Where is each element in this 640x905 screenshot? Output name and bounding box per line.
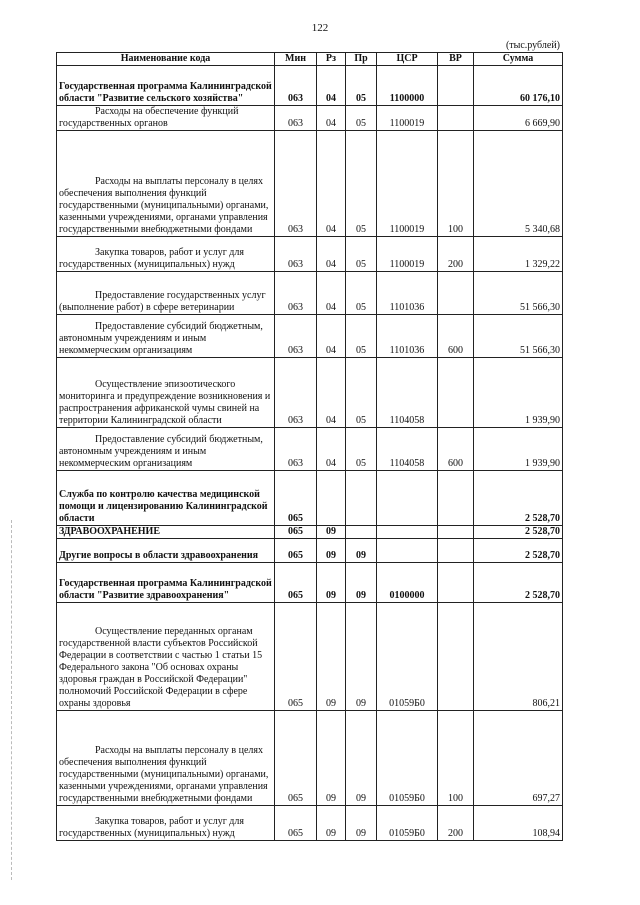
cell-rz: 04 [317, 131, 346, 237]
cell-vr: 600 [438, 315, 474, 358]
cell-sum: 1 939,90 [474, 428, 563, 471]
table-row [57, 471, 563, 526]
header-min: Мин [275, 53, 317, 66]
cell-csr: 1104058 [377, 358, 438, 428]
cell-min: 063 [275, 428, 317, 471]
cell-pr [346, 471, 377, 526]
cell-csr: 01059Б0 [377, 806, 438, 841]
cell-min: 063 [275, 237, 317, 272]
table-row [57, 131, 563, 237]
cell-vr: 100 [438, 711, 474, 806]
cell-vr [438, 358, 474, 428]
cell-csr: 0100000 [377, 563, 438, 603]
cell-rz: 09 [317, 806, 346, 841]
table-header-row [57, 53, 563, 66]
cell-min: 063 [275, 131, 317, 237]
cell-vr [438, 563, 474, 603]
cell-pr: 09 [346, 603, 377, 711]
header-csr: ЦСР [377, 53, 438, 66]
cell-csr: 01059Б0 [377, 603, 438, 711]
cell-csr: 1101036 [377, 272, 438, 315]
cell-rz: 04 [317, 272, 346, 315]
cell-rz: 04 [317, 237, 346, 272]
cell-name: Закупка товаров, работ и услуг для государственных (муниципальных) нужд [57, 806, 275, 841]
cell-csr: 01059Б0 [377, 711, 438, 806]
header-vr: ВР [438, 53, 474, 66]
cell-sum: 1 329,22 [474, 237, 563, 272]
cell-pr: 09 [346, 539, 377, 563]
cell-pr: 05 [346, 358, 377, 428]
cell-min: 065 [275, 711, 317, 806]
cell-min: 065 [275, 539, 317, 563]
cell-vr [438, 471, 474, 526]
cell-vr [438, 539, 474, 563]
cell-name: Предоставление субсидий бюджетным, автономным учреждениям и иным некоммерческим организациям [57, 428, 275, 471]
cell-name: Закупка товаров, работ и услуг для государственных (муниципальных) нужд [57, 237, 275, 272]
cell-rz: 04 [317, 106, 346, 131]
cell-pr [346, 526, 377, 539]
cell-vr [438, 106, 474, 131]
cell-vr: 200 [438, 237, 474, 272]
cell-pr: 05 [346, 272, 377, 315]
table-row [57, 539, 563, 563]
units-label: (тыс.рублей) [505, 40, 560, 51]
cell-sum: 697,27 [474, 711, 563, 806]
table-row [57, 272, 563, 315]
cell-sum: 1 939,90 [474, 358, 563, 428]
cell-sum: 2 528,70 [474, 526, 563, 539]
cell-sum: 51 566,30 [474, 272, 563, 315]
cell-csr: 1104058 [377, 428, 438, 471]
header-rz: Рз [317, 53, 346, 66]
cell-sum: 2 528,70 [474, 563, 563, 603]
cell-vr: 200 [438, 806, 474, 841]
cell-pr: 05 [346, 428, 377, 471]
cell-name: Расходы на обеспечение функций государственных органов [57, 106, 275, 131]
cell-rz: 09 [317, 539, 346, 563]
cell-name: Осуществление переданных органам государственной власти субъектов Российской Федерации в соответствии с частью 1 статьи 15 Федерального закона "Об основах охраны здоровья граждан в Российской Федерации" полномочий Российской Федерации в сфере охраны здоровья [57, 603, 275, 711]
cell-rz: 09 [317, 563, 346, 603]
cell-csr [377, 471, 438, 526]
table-row [57, 526, 563, 539]
cell-pr: 05 [346, 106, 377, 131]
cell-pr: 05 [346, 66, 377, 106]
cell-name: Предоставление государственных услуг (выполнение работ) в сфере ветеринарии [57, 272, 275, 315]
cell-min: 065 [275, 603, 317, 711]
cell-csr: 1100019 [377, 237, 438, 272]
cell-pr: 05 [346, 131, 377, 237]
table-row [57, 106, 563, 131]
cell-sum: 51 566,30 [474, 315, 563, 358]
cell-csr: 1100019 [377, 131, 438, 237]
cell-name: Государственная программа Калининградской области "Развитие здравоохранения" [57, 563, 275, 603]
cell-sum: 5 340,68 [474, 131, 563, 237]
cell-vr [438, 272, 474, 315]
cell-min: 065 [275, 806, 317, 841]
cell-pr: 09 [346, 806, 377, 841]
cell-pr: 09 [346, 563, 377, 603]
cell-name: Служба по контролю качества медицинской помощи и лицензированию Калининградской области [57, 471, 275, 526]
cell-min: 063 [275, 358, 317, 428]
cell-name: Осуществление эпизоотического мониторинга и предупреждение возникновения и распространения африканской чумы свиней на территории Калининградской области [57, 358, 275, 428]
cell-csr: 1100000 [377, 66, 438, 106]
cell-min: 063 [275, 315, 317, 358]
cell-rz: 04 [317, 66, 346, 106]
cell-min: 065 [275, 563, 317, 603]
table-body [57, 66, 563, 841]
cell-name: Предоставление субсидий бюджетным, автономным учреждениям и иным некоммерческим организациям [57, 315, 275, 358]
table-row [57, 237, 563, 272]
margin-rule [11, 520, 12, 880]
cell-rz: 09 [317, 526, 346, 539]
header-pr: Пр [346, 53, 377, 66]
cell-csr: 1101036 [377, 315, 438, 358]
cell-rz: 04 [317, 428, 346, 471]
cell-pr: 05 [346, 237, 377, 272]
header-sum: Сумма [474, 53, 563, 66]
cell-vr: 600 [438, 428, 474, 471]
cell-min: 063 [275, 66, 317, 106]
cell-name: ЗДРАВООХРАНЕНИЕ [57, 526, 275, 539]
table-row [57, 603, 563, 711]
cell-csr [377, 526, 438, 539]
cell-min: 065 [275, 526, 317, 539]
table-row [57, 428, 563, 471]
header-name: Наименование кода [57, 53, 275, 66]
cell-csr: 1100019 [377, 106, 438, 131]
cell-min: 065 [275, 471, 317, 526]
cell-rz: 04 [317, 315, 346, 358]
cell-sum: 2 528,70 [474, 539, 563, 563]
cell-sum: 6 669,90 [474, 106, 563, 131]
cell-vr: 100 [438, 131, 474, 237]
table-row [57, 806, 563, 841]
cell-sum: 2 528,70 [474, 471, 563, 526]
cell-vr [438, 66, 474, 106]
cell-rz: 04 [317, 358, 346, 428]
cell-rz: 09 [317, 603, 346, 711]
budget-table [56, 52, 563, 841]
cell-name: Другие вопросы в области здравоохранения [57, 539, 275, 563]
cell-sum: 108,94 [474, 806, 563, 841]
cell-min: 063 [275, 106, 317, 131]
cell-name: Расходы на выплаты персоналу в целях обеспечения выполнения функций государственными (муниципальными) органами, казенными учреждениями, органами управления государственными внебюджетными фондами [57, 711, 275, 806]
table-row [57, 563, 563, 603]
cell-rz [317, 471, 346, 526]
cell-sum: 60 176,10 [474, 66, 563, 106]
cell-name: Расходы на выплаты персоналу в целях обеспечения выполнения функций государственными (муниципальными) органами, казенными учреждениями, органами управления государственными внебюджетными фондами [57, 131, 275, 237]
table-row [57, 315, 563, 358]
cell-csr [377, 539, 438, 563]
cell-vr [438, 526, 474, 539]
table-row [57, 358, 563, 428]
page-number: 122 [311, 22, 329, 34]
cell-min: 063 [275, 272, 317, 315]
cell-pr: 09 [346, 711, 377, 806]
table-row [57, 711, 563, 806]
cell-name: Государственная программа Калининградской области "Развитие сельского хозяйства" [57, 66, 275, 106]
table-row [57, 66, 563, 106]
cell-vr [438, 603, 474, 711]
cell-pr: 05 [346, 315, 377, 358]
cell-sum: 806,21 [474, 603, 563, 711]
cell-rz: 09 [317, 711, 346, 806]
